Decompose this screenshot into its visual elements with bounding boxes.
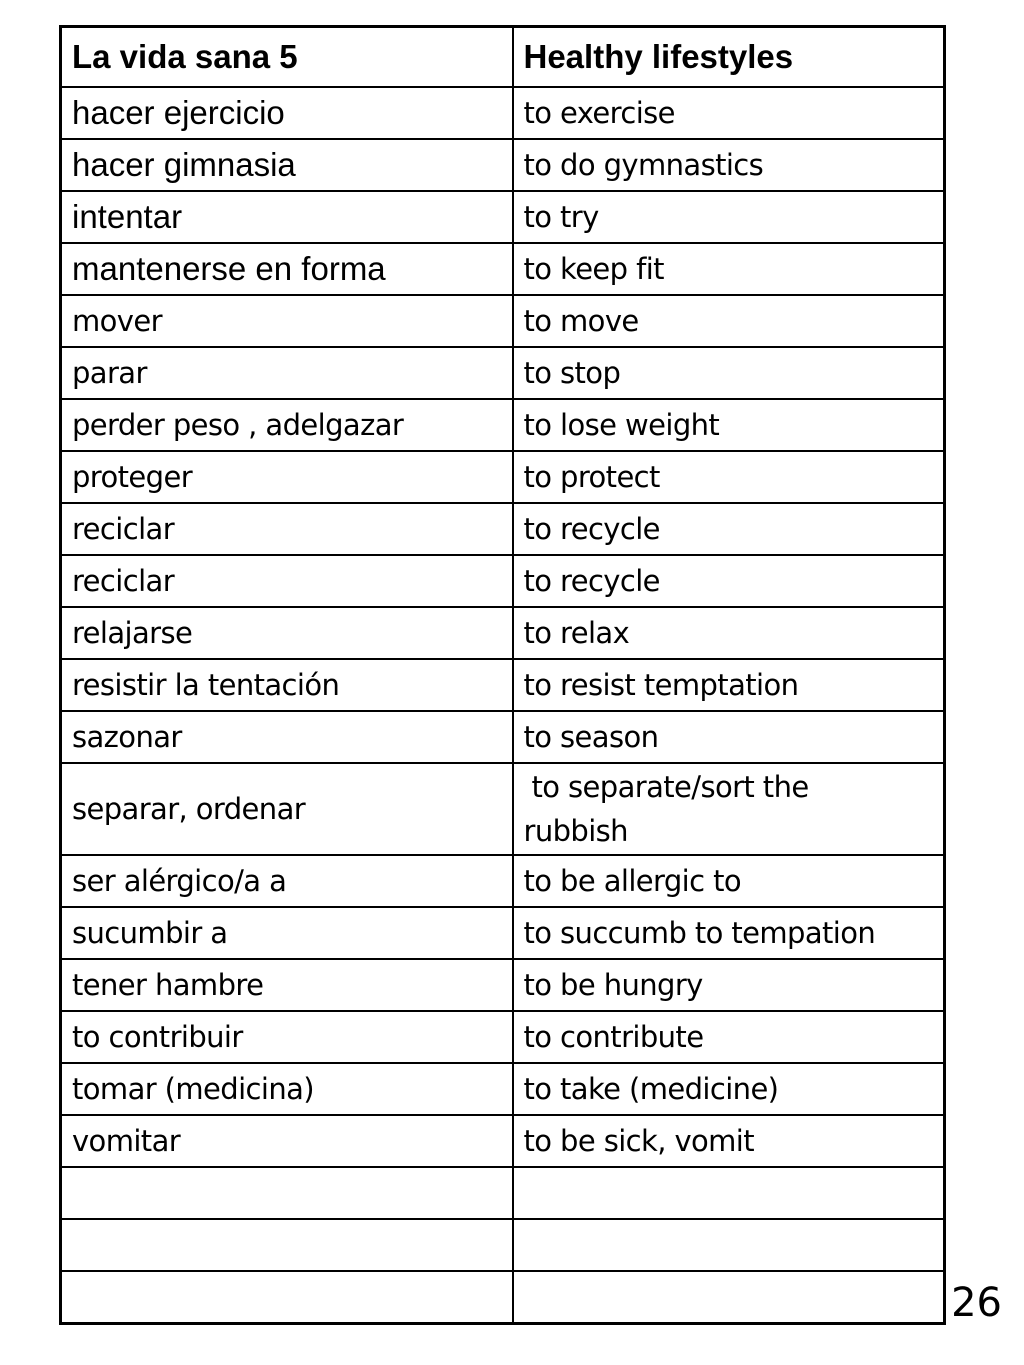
header-spanish: La vida sana 5 [61,27,513,88]
english-translation: to keep fit [513,243,945,295]
spanish-term: reciclar [61,503,513,555]
english-translation-line: to separate/sort the [531,770,809,804]
spanish-term: perder peso , adelgazar [61,399,513,451]
table-row [61,191,945,243]
english-translation: to be allergic to [513,855,945,907]
english-translation-line: rubbish [523,814,628,848]
spanish-term: to contribuir [61,1011,513,1063]
spanish-term: hacer ejercicio [61,87,513,139]
page-number: 26 [951,1280,1002,1326]
table-row [61,399,945,451]
english-translation: to recycle [513,555,945,607]
spanish-term: relajarse [61,607,513,659]
spanish-term [61,1271,513,1324]
spanish-term: proteger [61,451,513,503]
english-translation: to recycle [513,503,945,555]
english-translation: to relax [513,607,945,659]
table-row [61,1011,945,1063]
spanish-term [61,1219,513,1271]
spanish-term: reciclar [61,555,513,607]
english-translation: to take (medicine) [513,1063,945,1115]
table-row [61,659,945,711]
english-translation: to season [513,711,945,763]
english-translation: to do gymnastics [513,139,945,191]
english-translation: to be sick, vomit [513,1115,945,1167]
spanish-term: mover [61,295,513,347]
table-row [61,347,945,399]
english-translation: to exercise [513,87,945,139]
empty-table-row [61,1167,945,1219]
english-translation: to be hungry [513,959,945,1011]
english-translation [513,1271,945,1324]
vocabulary-table [59,25,946,1325]
spanish-term: parar [61,347,513,399]
english-translation: to lose weight [513,399,945,451]
english-translation [513,1219,945,1271]
table-row [61,959,945,1011]
spanish-term: tener hambre [61,959,513,1011]
table-row [61,1063,945,1115]
spanish-term: resistir la tentación [61,659,513,711]
table-row [61,503,945,555]
spanish-term: ser alérgico/a a [61,855,513,907]
table-row [61,1115,945,1167]
table-row [61,295,945,347]
table-row [61,243,945,295]
english-translation: to protect [513,451,945,503]
spanish-term: sucumbir a [61,907,513,959]
table-header-row [61,27,945,88]
spanish-term: sazonar [61,711,513,763]
table-row [61,451,945,503]
empty-table-row [61,1271,945,1324]
empty-table-row [61,1219,945,1271]
english-translation: to stop [513,347,945,399]
table-row [61,607,945,659]
english-translation: to move [513,295,945,347]
table-row [61,555,945,607]
english-translation: to try [513,191,945,243]
spanish-term: tomar (medicina) [61,1063,513,1115]
english-translation [513,763,945,855]
header-english: Healthy lifestyles [513,27,945,88]
table-row [61,711,945,763]
spanish-term: separar, ordenar [61,763,513,855]
table-row [61,907,945,959]
spanish-term: vomitar [61,1115,513,1167]
table-row [61,87,945,139]
english-translation [513,1167,945,1219]
table-row [61,763,945,855]
table-row [61,139,945,191]
table-row [61,855,945,907]
english-translation: to resist temptation [513,659,945,711]
english-translation: to contribute [513,1011,945,1063]
spanish-term: mantenerse en forma [61,243,513,295]
spanish-term: intentar [61,191,513,243]
english-translation: to succumb to tempation [513,907,945,959]
spanish-term: hacer gimnasia [61,139,513,191]
spanish-term [61,1167,513,1219]
